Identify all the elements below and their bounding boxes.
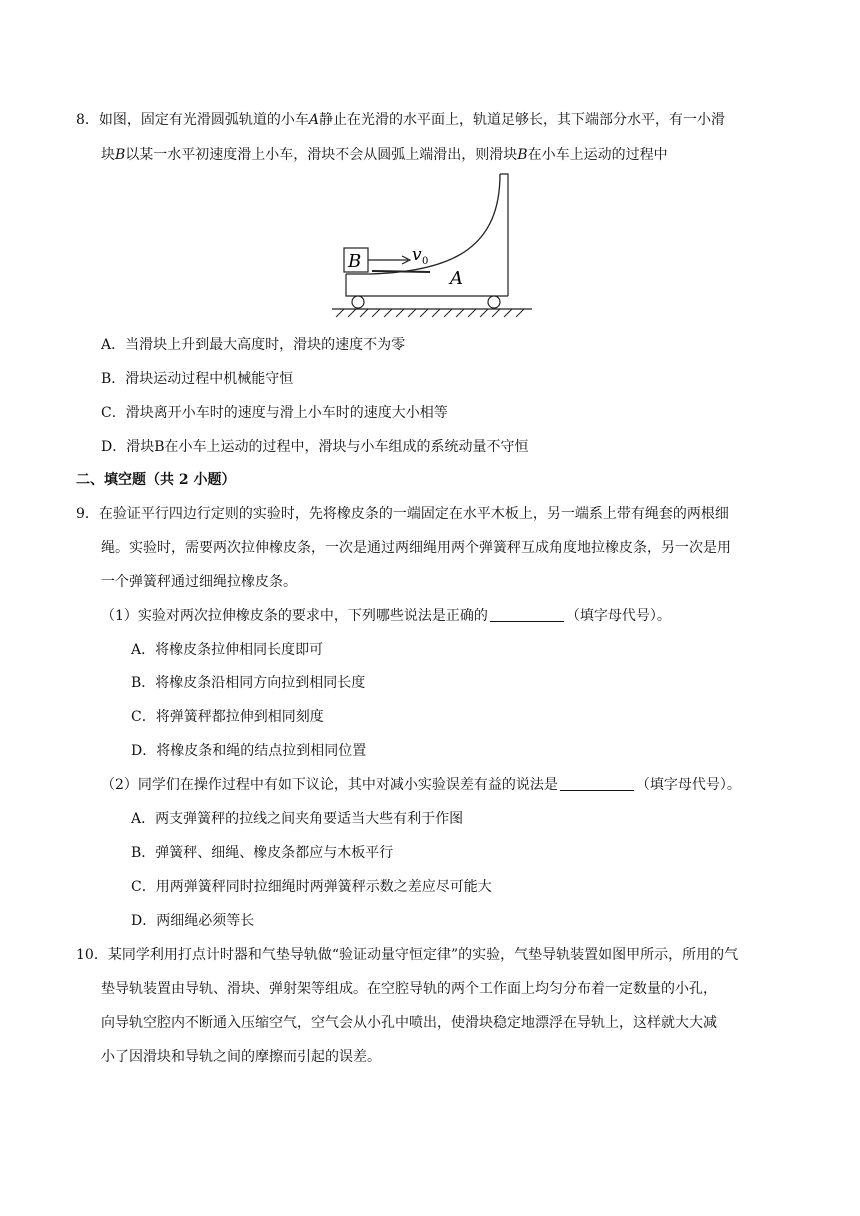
- q9-sub1-option-a: A．将橡皮条拉伸相同长度即可: [131, 642, 324, 658]
- velocity-label: v: [412, 245, 422, 265]
- q9-sub1-prompt: （1）实验对两次拉伸橡皮条的要求中，下列哪些说法是正确的 （填字母代号）。: [101, 608, 671, 624]
- block-label-inline: B: [115, 147, 126, 163]
- q10-line3: 向导轨空腔内不断通入压缩空气，空气会从小孔中喷出，使滑块稳定地漂浮在导轨上，这样就大大减: [101, 1015, 717, 1031]
- q9-sub1-option-b: B．将橡皮条沿相同方向拉到相同长度: [131, 675, 366, 691]
- q9-sub2-prompt: （2）同学们在操作过程中有如下议论，其中对减小实验误差有益的说法是 （填字母代号）。: [101, 777, 741, 793]
- q9-sub1-option-c: C．将弹簧秤都拉伸到相同刻度: [131, 709, 324, 725]
- figure-car-label: A: [450, 268, 463, 289]
- cart-track-figure: [332, 170, 542, 330]
- q9-sub1-option-d: D．将橡皮条和绳的结点拉到相同位置: [131, 743, 367, 759]
- q9-sub2-option-d: D．两细绳必须等长: [131, 913, 255, 929]
- figure-block-label: B: [348, 251, 362, 272]
- track-wall: [500, 174, 508, 296]
- car-label-inline: A: [308, 112, 320, 128]
- cart-body: [346, 274, 508, 296]
- q10-number: 10．: [76, 947, 108, 963]
- surface-mark: [372, 271, 430, 272]
- left-wheel: [352, 296, 364, 308]
- answer-blank-2[interactable]: [560, 776, 634, 791]
- q8-option-b: B．滑块运动过程中机械能守恒: [101, 371, 294, 387]
- q10-line2: 垫导轨装置由导轨、滑块、弹射架等组成。在空腔导轨的两个工作面上均匀分布着一定数量的小孔，: [101, 981, 717, 997]
- velocity-subscript: 0: [422, 256, 429, 267]
- q10-line1: 10．某同学利用打点计时器和气垫导轨做“验证动量守恒定律”的实验，气垫导轨装置如图甲所示，所用的气: [76, 947, 739, 963]
- right-wheel: [488, 296, 500, 308]
- q9-sub2-option-a: A．两支弹簧秤的拉线之间夹角要适当大些有利于作图: [131, 811, 464, 827]
- q8-line1: 8．如图，固定有光滑圆弧轨道的小车A静止在光滑的水平面上，轨道足够长，其下端部分水平，有一小滑: [76, 112, 726, 128]
- q9-line3: 一个弹簧秤通过细绳拉橡皮条。: [101, 574, 297, 590]
- q10-line4: 小了因滑块和导轨之间的摩擦而引起的误差。: [101, 1049, 381, 1065]
- q9-line2: 绳。实验时，需要两次拉伸橡皮条，一次是通过两细绳用两个弹簧秤互成角度地拉橡皮条，另一次是用: [101, 540, 731, 556]
- q9-line1: 9．在验证平行四边行定则的实验时，先将橡皮条的一端固定在水平木板上，另一端系上带有绳套的两根细: [76, 506, 729, 522]
- q8-option-d: D．滑块B在小车上运动的过程中，滑块与小车组成的系统动量不守恒: [101, 439, 529, 455]
- q8-option-a: A．当滑块上升到最大高度时，滑块的速度不为零: [101, 337, 406, 353]
- arc-track: [368, 174, 500, 274]
- q8-option-c: C．滑块离开小车时的速度与滑上小车时的速度大小相等: [101, 405, 448, 421]
- q9-number: 9．: [76, 506, 99, 522]
- q9-sub2-option-c: C．用两弹簧秤同时拉细绳时两弹簧秤示数之差应尽可能大: [131, 879, 492, 895]
- q8-number: 8．: [76, 112, 99, 128]
- section-title: 二、填空题（共 2 小题）: [76, 472, 236, 488]
- q8-line2: 块B以某一水平初速度滑上小车，滑块不会从圆弧上端滑出，则滑块B在小车上运动的过程中: [101, 147, 668, 163]
- q9-sub2-option-b: B．弹簧秤、细绳、橡皮条都应与木板平行: [131, 845, 394, 861]
- answer-blank-1[interactable]: [490, 607, 564, 622]
- ground-hatching: [336, 309, 524, 317]
